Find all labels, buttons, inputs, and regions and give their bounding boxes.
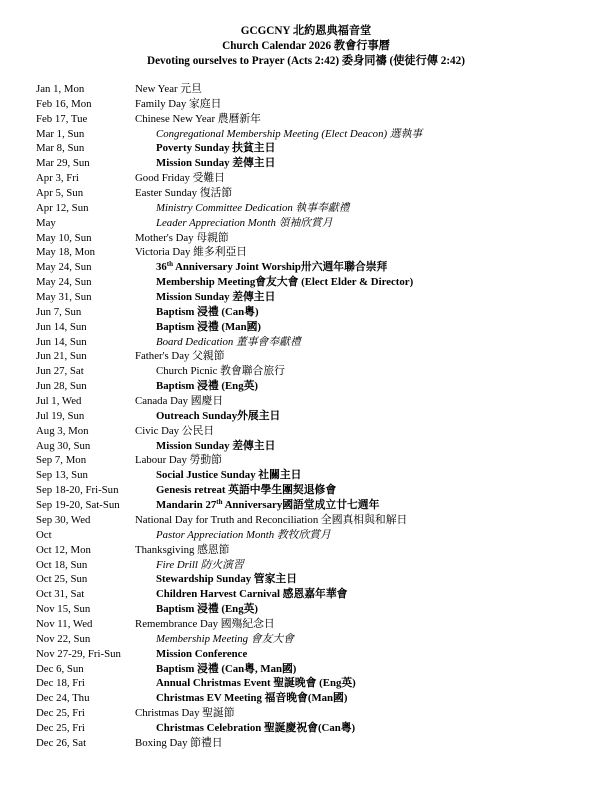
event-text-pre: 36 — [156, 261, 167, 274]
event-date: Dec 25, Fri — [36, 707, 85, 720]
event-row — [36, 97, 596, 112]
event-date: Apr 12, Sun — [36, 201, 89, 214]
event-date: Oct 25, Sun — [36, 573, 88, 586]
event-date: Sep 7, Mon — [36, 454, 87, 467]
event-text: Stewardship Sunday 管家主日 — [156, 573, 297, 586]
event-row — [36, 186, 596, 201]
event-row — [36, 498, 596, 513]
event-text: Canada Day 國慶日 — [135, 395, 224, 408]
event-date: Nov 15, Sun — [36, 603, 91, 616]
event-text — [156, 260, 387, 275]
event-date: Nov 27-29, Fri-Sun — [36, 647, 121, 660]
event-row — [36, 231, 596, 246]
event-date: Jul 1, Wed — [36, 395, 82, 408]
event-text: National Day for Truth and Reconciliation 全國真相與和解日 — [135, 513, 408, 526]
event-text: Children Harvest Carnival 感恩嘉年華會 — [156, 588, 348, 601]
event-row — [36, 528, 596, 543]
event-row — [36, 513, 596, 528]
event-row — [36, 305, 596, 320]
event-row — [36, 632, 596, 647]
event-row — [36, 320, 596, 335]
event-date: Aug 30, Sun — [36, 439, 91, 452]
event-row — [36, 394, 596, 409]
event-date: Mar 29, Sun — [36, 157, 90, 170]
event-row — [36, 736, 596, 751]
event-text: Annual Christmas Event 聖誕晚會 (Eng英) — [156, 677, 356, 690]
calendar-theme: Devoting ourselves to Prayer (Acts 2:42) 委身同禱 (使徒行傳 2:42) — [147, 55, 465, 67]
event-date: Feb 17, Tue — [36, 112, 88, 125]
event-text: Baptism 浸禮 (Can粵, Man國) — [156, 662, 297, 675]
event-text: Mission Sunday 差傳主日 — [156, 439, 276, 452]
event-date: Dec 24, Thu — [36, 692, 90, 705]
event-date: May 24, Sun — [36, 261, 92, 274]
event-date: May 18, Mon — [36, 246, 96, 259]
event-text: Victoria Day 維多利亞日 — [135, 246, 248, 259]
event-date: Oct 31, Sat — [36, 588, 85, 601]
event-text-pre: Mandarin 27 — [156, 499, 217, 512]
event-row — [36, 676, 596, 691]
event-text: Mother's Day 母親節 — [135, 231, 229, 244]
event-text: Congregational Membership Meeting (Elect Deacon) 選執事 — [156, 127, 423, 140]
event-text: Mission Conference — [156, 647, 248, 660]
event-text-post: Anniversary國語堂成立廿七週年 — [222, 499, 380, 512]
event-date: Sep 13, Sun — [36, 469, 88, 482]
church-name: GCGCNY 北約恩典福音堂 — [240, 25, 372, 37]
event-row — [36, 379, 596, 394]
event-date: Dec 6, Sun — [36, 662, 84, 675]
event-text: Christmas EV Meeting 福音晚會(Man國) — [156, 692, 348, 705]
event-text: Pastor Appreciation Month 教牧欣賞月 — [156, 528, 331, 541]
event-text: Christmas Celebration 聖誕慶祝會(Can粵) — [156, 721, 356, 734]
event-text: Board Dedication 董事會奉獻禮 — [156, 335, 301, 348]
event-text-post: Anniversary Joint Worship卅六週年聯合崇拜 — [173, 261, 388, 274]
event-date: Sep 18-20, Fri-Sun — [36, 484, 119, 497]
event-text: Family Day 家庭日 — [135, 97, 222, 110]
event-date: May — [36, 216, 56, 229]
event-date: Sep 30, Wed — [36, 513, 91, 526]
event-row — [36, 127, 596, 142]
event-row — [36, 171, 596, 186]
event-row — [36, 617, 596, 632]
event-date: Nov 11, Wed — [36, 617, 93, 630]
event-row — [36, 543, 596, 558]
event-row — [36, 706, 596, 721]
event-text: Mission Sunday 差傳主日 — [156, 291, 276, 304]
event-row — [36, 245, 596, 260]
event-row — [36, 662, 596, 677]
event-row — [36, 483, 596, 498]
event-row — [36, 721, 596, 736]
event-date: Apr 5, Sun — [36, 187, 84, 200]
event-row — [36, 216, 596, 231]
event-text: Easter Sunday 復活節 — [135, 187, 233, 200]
event-row — [36, 602, 596, 617]
event-date: Dec 25, Fri — [36, 721, 85, 734]
event-row — [36, 335, 596, 350]
event-text: Christmas Day 聖誕節 — [135, 707, 235, 720]
event-text: Remembrance Day 國殤紀念日 — [135, 617, 275, 630]
event-row — [36, 156, 596, 171]
event-text: Chinese New Year 農曆新年 — [135, 112, 261, 125]
event-date: Mar 8, Sun — [36, 142, 85, 155]
event-text: Church Picnic 教會聯合旅行 — [156, 365, 285, 378]
calendar-title: Church Calendar 2026 教會行事曆 — [222, 40, 390, 52]
event-date: Aug 3, Mon — [36, 424, 89, 437]
event-row — [36, 453, 596, 468]
event-date: Oct 18, Sun — [36, 558, 88, 571]
event-text-sup: th — [216, 498, 223, 507]
event-date: May 10, Sun — [36, 231, 92, 244]
event-row — [36, 424, 596, 439]
event-text: Social Justice Sunday 社關主日 — [156, 469, 302, 482]
event-date: Jul 19, Sun — [36, 409, 85, 422]
document-header — [0, 24, 612, 69]
event-text: Thanksgiving 感恩節 — [135, 543, 230, 556]
event-text: Labour Day 勞動節 — [135, 454, 222, 467]
event-row — [36, 364, 596, 379]
event-date: May 31, Sun — [36, 291, 92, 304]
event-row — [36, 275, 596, 290]
event-text: Membership Meeting 會友大會 — [156, 632, 294, 645]
event-date: Apr 3, Fri — [36, 172, 79, 185]
event-text — [156, 498, 379, 513]
event-date: Nov 22, Sun — [36, 632, 91, 645]
event-date: Mar 1, Sun — [36, 127, 85, 140]
event-text: Baptism 浸禮 (Man國) — [156, 320, 261, 333]
event-row — [36, 112, 596, 127]
event-row — [36, 349, 596, 364]
event-row — [36, 141, 596, 156]
event-row — [36, 260, 596, 275]
event-text: Baptism 浸禮 (Can粵) — [156, 305, 259, 318]
event-row — [36, 439, 596, 454]
event-date: Sep 19-20, Sat-Sun — [36, 499, 120, 512]
event-text-sup: th — [166, 260, 174, 269]
event-text: Baptism 浸禮 (Eng英) — [156, 380, 258, 393]
event-date: Jan 1, Mon — [36, 83, 85, 95]
event-text: Membership Meeting會友大會 (Elect Elder & Director) — [156, 276, 414, 289]
event-date: May 24, Sun — [36, 276, 92, 289]
event-text: Baptism 浸禮 (Eng英) — [156, 603, 258, 616]
event-row — [36, 290, 596, 305]
event-date: Feb 16, Mon — [36, 97, 92, 110]
event-date: Oct 12, Mon — [36, 543, 91, 556]
event-text: Leader Appreciation Month 領袖欣賞月 — [156, 216, 333, 229]
event-row — [36, 572, 596, 587]
event-row — [36, 201, 596, 216]
event-date: Jun 7, Sun — [36, 305, 82, 318]
event-date: Dec 18, Fri — [36, 677, 85, 690]
event-text: Civic Day 公民日 — [135, 424, 215, 437]
event-date: Jun 21, Sun — [36, 350, 87, 363]
event-list — [36, 82, 596, 751]
event-date: Jun 14, Sun — [36, 335, 87, 348]
event-text: Boxing Day 節禮日 — [135, 736, 223, 749]
event-row — [36, 587, 596, 602]
event-date: Jun 14, Sun — [36, 320, 87, 333]
event-text: Outreach Sunday外展主日 — [156, 409, 281, 422]
event-row — [36, 647, 596, 662]
event-row — [36, 82, 596, 97]
event-row — [36, 691, 596, 706]
event-row — [36, 409, 596, 424]
event-text: Poverty Sunday 扶貧主日 — [156, 142, 276, 155]
event-date: Jun 27, Sat — [36, 365, 84, 378]
event-text: Ministry Committee Dedication 執事奉獻禮 — [156, 201, 350, 214]
event-date: Jun 28, Sun — [36, 380, 87, 393]
event-text: Fire Drill 防火演習 — [156, 558, 244, 571]
event-row — [36, 468, 596, 483]
event-text: New Year 元旦 — [135, 83, 202, 95]
event-date: Dec 26, Sat — [36, 736, 87, 749]
event-text: Good Friday 受難日 — [135, 172, 225, 185]
event-date: Oct — [36, 528, 52, 541]
event-text: Genesis retreat 英語中學生團契退修會 — [156, 484, 337, 497]
event-text: Mission Sunday 差傳主日 — [156, 157, 276, 170]
event-text: Father's Day 父親節 — [135, 350, 225, 363]
event-row — [36, 558, 596, 573]
